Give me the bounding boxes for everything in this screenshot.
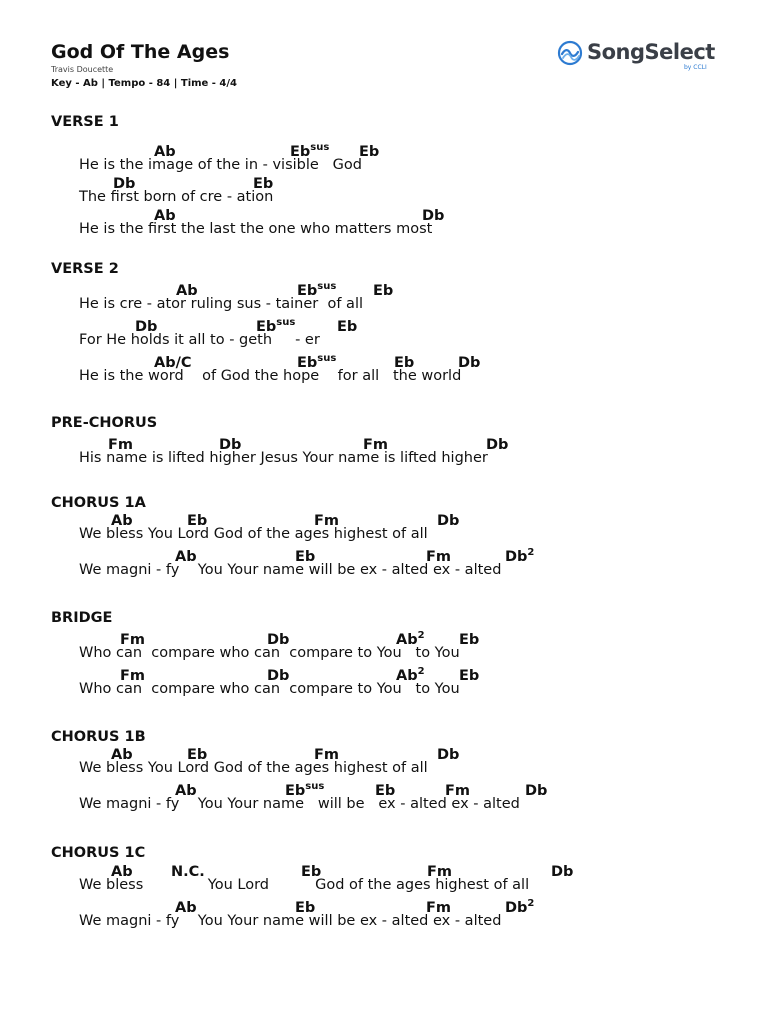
chord [458, 355, 480, 372]
chord-name: Ab [111, 513, 133, 529]
section-title: VERSE 1 [51, 114, 119, 130]
chord-name: Eb [256, 319, 277, 335]
section-title: VERSE 2 [51, 261, 119, 277]
chord-superscript: sus [305, 781, 325, 792]
chord-name: Ab [396, 632, 418, 648]
chord-superscript: sus [317, 353, 337, 364]
chord-name: Eb [459, 668, 480, 684]
lyric-text: For He holds it all to - geth - er [79, 332, 320, 348]
chord-lyric-line [51, 864, 731, 896]
chord [486, 437, 508, 454]
chord-name: Ab [154, 144, 176, 160]
chord-name: Ab [111, 864, 133, 880]
chord-name: Eb [297, 283, 318, 299]
lyric-text: We bless You Lord God of the ages highest of all [79, 526, 428, 542]
chord [459, 632, 479, 649]
chord-name: Eb [373, 283, 394, 299]
chord-lyric-line [51, 319, 731, 351]
chord-name: Db [505, 549, 528, 565]
chord-lyric-line [51, 632, 731, 664]
chord-superscript: 2 [527, 547, 535, 558]
song-section [51, 259, 731, 384]
chord-lyric-line [51, 208, 731, 240]
chord-name: Eb [301, 864, 322, 880]
chord-superscript: sus [317, 281, 337, 292]
song-section [51, 112, 731, 237]
chord-name: Db [525, 783, 548, 799]
chord-name: Eb [253, 176, 274, 192]
chord-name: Eb [459, 632, 480, 648]
chord-lyric-line [51, 513, 731, 545]
chord-name: Ab [175, 549, 197, 565]
chord-lyric-line [51, 668, 731, 700]
chord-name: Ab [154, 208, 176, 224]
lyric-text: We magni - fy You Your name will be ex - alted ex - alted [79, 562, 502, 578]
chord [373, 283, 393, 300]
chord-name: Fm [426, 549, 452, 565]
chord-name: Fm [363, 437, 389, 453]
songselect-logo [557, 38, 717, 74]
chord-lyric-line [51, 900, 731, 932]
chord-name: Ab [176, 283, 198, 299]
chord-name: Eb [290, 144, 311, 160]
chord [437, 747, 459, 764]
chord-name: Db [422, 208, 445, 224]
chord-name: Fm [314, 513, 340, 529]
chord [505, 900, 534, 917]
chord-name: Ab [175, 900, 197, 916]
chord-name: Eb [285, 783, 306, 799]
lyric-text: Who can compare who can compare to You to You [79, 645, 460, 661]
lyric-text: We magni - fy You Your name will be ex - alted ex - alted [79, 796, 520, 812]
song-section [51, 493, 731, 578]
lyric-text: He is the first the last the one who matters most [79, 221, 433, 237]
song-section [51, 608, 731, 697]
chord-name: Eb [295, 549, 316, 565]
lyric-text: He is the image of the in - visible God [79, 157, 362, 173]
song-section [51, 727, 731, 812]
lyric-text: His name is lifted higher Jesus Your name is lifted higher [79, 450, 488, 466]
section-title: CHORUS 1C [51, 845, 146, 861]
song-section [51, 413, 731, 466]
chord-name: Db [437, 747, 460, 763]
chord-name: Fm [426, 900, 452, 916]
chord-lyric-line [51, 144, 731, 176]
chord-name: Db [458, 355, 481, 371]
lyric-text: He is the word of God the hope for all the world [79, 368, 462, 384]
chord-name: Ab/C [154, 355, 192, 371]
lyric-text: We bless You Lord God of the ages highest of all [79, 760, 428, 776]
lyric-text: The first born of cre - ation [79, 189, 274, 205]
chord [337, 319, 357, 336]
chord-name: Fm [445, 783, 471, 799]
logo-text: SongSelect [587, 40, 715, 64]
chord-name: Db [267, 632, 290, 648]
chord [437, 513, 459, 530]
chord-lyric-line [51, 783, 731, 815]
chord [459, 668, 479, 685]
songselect-wave-icon [557, 40, 583, 66]
chord-name: Db [219, 437, 242, 453]
chord-superscript: 2 [527, 898, 535, 909]
chord-name: Eb [375, 783, 396, 799]
song-section [51, 843, 731, 929]
chord-name: Fm [427, 864, 453, 880]
section-title: BRIDGE [51, 610, 113, 626]
song-header [51, 40, 237, 90]
chord-name: Db [505, 900, 528, 916]
section-title: PRE-CHORUS [51, 415, 158, 431]
lyric-text: We magni - fy You Your name will be ex - alted ex - alted [79, 913, 502, 929]
chord-lyric-line [51, 549, 731, 581]
chord-name: Db [551, 864, 574, 880]
chord-name: Eb [394, 355, 415, 371]
chord [505, 549, 534, 566]
chord-lyric-line [51, 747, 731, 779]
chord-name: Db [135, 319, 158, 335]
chord-name: Eb [187, 747, 208, 763]
chord-name: Db [113, 176, 136, 192]
chord-name: Fm [108, 437, 134, 453]
chord-name: Eb [337, 319, 358, 335]
chord-name: Fm [120, 668, 146, 684]
section-title: CHORUS 1B [51, 729, 146, 745]
chord-lyric-line [51, 437, 731, 469]
lyric-text: He is cre - ator ruling sus - tainer of all [79, 296, 364, 312]
chord-name: Fm [314, 747, 340, 763]
chord-name: N.C. [171, 864, 205, 880]
chord-lyric-line [51, 355, 731, 387]
chord-lyric-line [51, 283, 731, 315]
chord [359, 144, 379, 161]
chord-superscript: sus [276, 317, 296, 328]
chord-name: Ab [175, 783, 197, 799]
lyric-text: Who can compare who can compare to You to You [79, 681, 460, 697]
chord-superscript: sus [310, 142, 330, 153]
song-meta: Key - Ab | Tempo - 84 | Time - 4/4 [51, 78, 238, 89]
chord-name: Eb [295, 900, 316, 916]
chord-name: Eb [359, 144, 380, 160]
logo-sub: by CCLI [684, 64, 707, 71]
section-title: CHORUS 1A [51, 495, 146, 511]
chord-name: Eb [187, 513, 208, 529]
chord-name: Db [267, 668, 290, 684]
chord-superscript: 2 [417, 630, 425, 641]
lyric-text: We bless You Lord God of the ages highest of all [79, 877, 530, 893]
chord-superscript: 2 [417, 666, 425, 677]
chord-name: Ab [111, 747, 133, 763]
chord-name: Db [437, 513, 460, 529]
chord-lyric-line [51, 176, 731, 208]
song-author: Travis Doucette [51, 65, 114, 74]
chord-name: Fm [120, 632, 146, 648]
chord-name: Ab [396, 668, 418, 684]
chord [551, 864, 573, 881]
chord-name: Eb [297, 355, 318, 371]
song-title: God Of The Ages [51, 41, 230, 63]
chord-name: Db [486, 437, 509, 453]
chord [525, 783, 547, 800]
